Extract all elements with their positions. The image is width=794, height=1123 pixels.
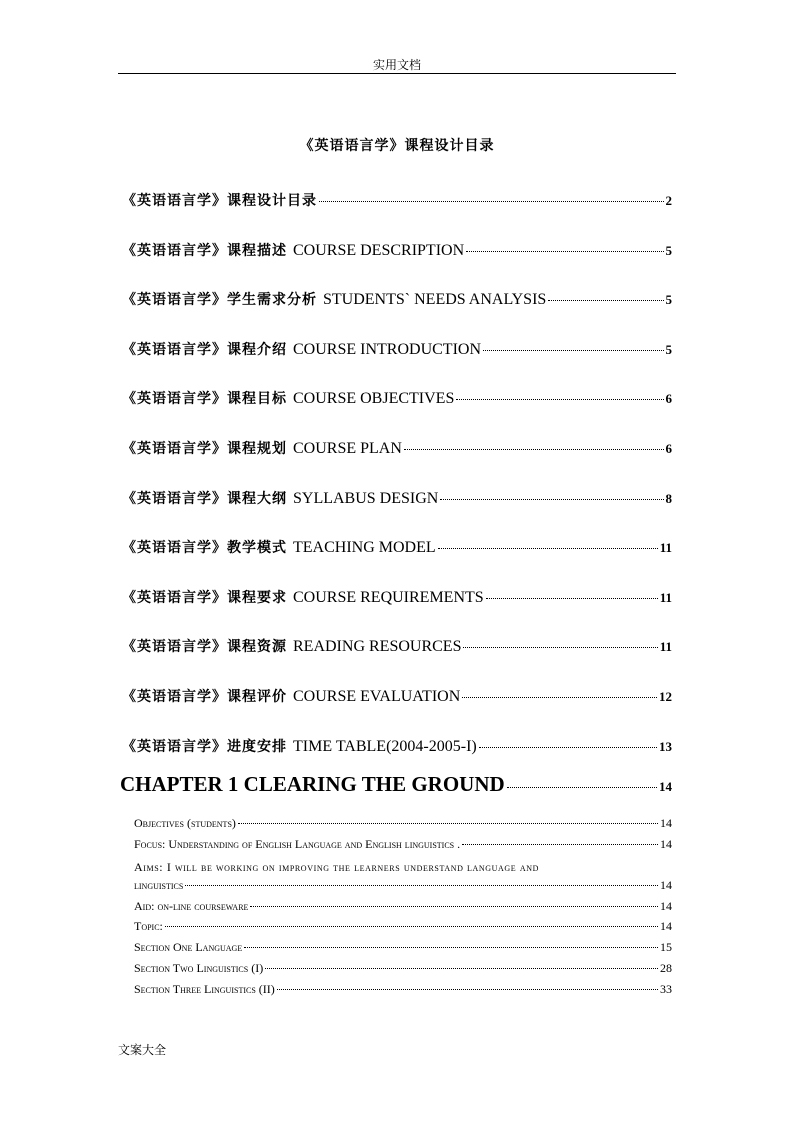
- subentry-page: 33: [660, 981, 672, 996]
- toc-entry-cn: 《英语语言学》课程要求: [122, 589, 287, 606]
- subentry-page: 28: [660, 960, 672, 975]
- toc-entry-cn: 《英语语言学》课程资源: [122, 639, 287, 656]
- toc-entry[interactable]: [122, 339, 672, 389]
- header-rule: [118, 73, 676, 74]
- toc-entry-cn: 《英语语言学》教学模式: [122, 540, 287, 557]
- subentry[interactable]: [134, 961, 672, 982]
- dot-leader: [486, 598, 658, 599]
- subentry[interactable]: [134, 899, 672, 920]
- toc-entry-en: COURSE EVALUATION: [293, 687, 461, 705]
- dot-leader: [404, 449, 664, 450]
- toc-entry-cn: 《英语语言学》课程描述: [122, 242, 287, 259]
- dot-leader: [440, 499, 663, 500]
- toc-entry-en: COURSE INTRODUCTION: [293, 340, 481, 358]
- toc-entry-en: COURSE OBJECTIVES: [293, 390, 455, 408]
- dot-leader: [185, 885, 658, 886]
- toc-entry-page: 2: [665, 193, 672, 208]
- dot-leader: [165, 926, 658, 927]
- dot-leader: [265, 968, 658, 969]
- chapter-title: CHAPTER 1 CLEARING THE GROUND: [120, 772, 505, 796]
- toc-entry-en: SYLLABUS DESIGN: [293, 489, 439, 507]
- toc-entry-en: READING RESOURCES: [293, 638, 462, 656]
- toc-entry-page: 11: [659, 589, 672, 605]
- toc-entry-en: STUDENTS` NEEDS ANALYSIS: [323, 291, 547, 309]
- toc-entry[interactable]: [122, 636, 672, 686]
- dot-leader: [277, 989, 658, 990]
- dot-leader: [548, 300, 663, 301]
- chapter-subentries: [134, 816, 672, 1002]
- subentry-text: Section Three Linguistics (II): [134, 981, 275, 996]
- chapter-page: 14: [659, 779, 672, 794]
- toc-entry-page: 6: [665, 440, 672, 456]
- subentry-page: 14: [660, 919, 672, 934]
- toc-entry-en: COURSE DESCRIPTION: [293, 241, 465, 259]
- toc-entry[interactable]: [122, 537, 672, 587]
- subentry-page: 15: [660, 940, 672, 955]
- subentry-text: Topic:: [134, 919, 163, 934]
- toc-entry-en: TIME TABLE(2004-2005-I): [293, 737, 477, 755]
- toc-entry-page: 11: [659, 540, 672, 556]
- dot-leader: [438, 548, 658, 549]
- subentry-text-line1: Aims: I will be working on improving the learners understand language and: [134, 860, 540, 875]
- dot-leader: [319, 201, 664, 202]
- dot-leader: [466, 251, 663, 252]
- toc-entry[interactable]: [122, 289, 672, 339]
- subentry-page: 14: [660, 878, 672, 893]
- toc-entry-page: 5: [665, 292, 672, 308]
- dot-leader: [463, 647, 657, 648]
- toc-entry-page: 5: [665, 242, 672, 258]
- subentry-text: linguistics: [134, 878, 184, 893]
- toc-entry[interactable]: [122, 190, 672, 240]
- toc-entry-cn: 《英语语言学》课程设计目录: [122, 193, 317, 209]
- toc-entry[interactable]: [122, 686, 672, 736]
- toc-entry-cn: 《英语语言学》学生需求分析: [122, 292, 317, 309]
- dot-leader: [483, 350, 664, 351]
- dot-leader: [507, 787, 657, 788]
- toc-entry[interactable]: [122, 388, 672, 438]
- subentry[interactable]: [134, 940, 672, 961]
- subentry[interactable]: [134, 878, 672, 899]
- dot-leader: [456, 399, 663, 400]
- dot-leader: [244, 947, 658, 948]
- toc-entry-cn: 《英语语言学》课程评价: [122, 688, 287, 705]
- document-title: 《英语语言学》课程设计目录: [299, 138, 495, 154]
- toc-entry-en: COURSE REQUIREMENTS: [293, 588, 484, 606]
- subentry-text: Section Two Linguistics (I): [134, 960, 264, 975]
- subentry-text: Section One Language: [134, 940, 243, 955]
- subentry[interactable]: [134, 982, 672, 1003]
- chapter-entry[interactable]: [120, 772, 672, 797]
- subentry-text: Focus: Understanding of English Language and English linguistics .: [134, 836, 461, 851]
- dot-leader: [479, 747, 657, 748]
- toc-entry-en: COURSE PLAN: [293, 439, 402, 457]
- subentry-page: 14: [660, 816, 672, 830]
- toc-entry[interactable]: [122, 488, 672, 538]
- page-footer: 文案大全: [118, 1043, 167, 1057]
- dot-leader: [462, 697, 657, 698]
- toc-entry-en: TEACHING MODEL: [293, 539, 436, 557]
- toc-entry-page: 13: [659, 738, 672, 754]
- toc-entry-cn: 《英语语言学》课程目标: [122, 391, 287, 408]
- dot-leader: [238, 823, 658, 824]
- page-header: 实用文档: [372, 58, 421, 72]
- toc-entry-cn: 《英语语言学》课程介绍: [122, 341, 287, 358]
- subentry-text: Objectives (students): [134, 816, 236, 830]
- toc-entry[interactable]: [122, 438, 672, 488]
- subentry-page: 14: [660, 836, 672, 851]
- subentry-page: 14: [660, 898, 672, 913]
- toc-entry-page: 5: [665, 341, 672, 357]
- table-of-contents: [122, 190, 672, 785]
- subentry[interactable]: [134, 816, 672, 837]
- toc-entry-page: 11: [659, 639, 672, 655]
- toc-entry-cn: 《英语语言学》课程规划: [122, 440, 287, 457]
- dot-leader: [462, 844, 658, 845]
- dot-leader: [250, 906, 658, 907]
- toc-entry[interactable]: [122, 587, 672, 637]
- subentry-text: Aid: on-line courseware: [134, 898, 249, 913]
- toc-entry-page: 6: [665, 391, 672, 407]
- toc-entry-page: 12: [659, 688, 672, 704]
- subentry[interactable]: [134, 837, 672, 858]
- subentry[interactable]: [134, 919, 672, 940]
- toc-entry-page: 8: [665, 490, 672, 506]
- toc-entry-cn: 《英语语言学》课程大纲: [122, 490, 287, 507]
- toc-entry[interactable]: [122, 240, 672, 290]
- toc-entry-cn: 《英语语言学》进度安排: [122, 738, 287, 755]
